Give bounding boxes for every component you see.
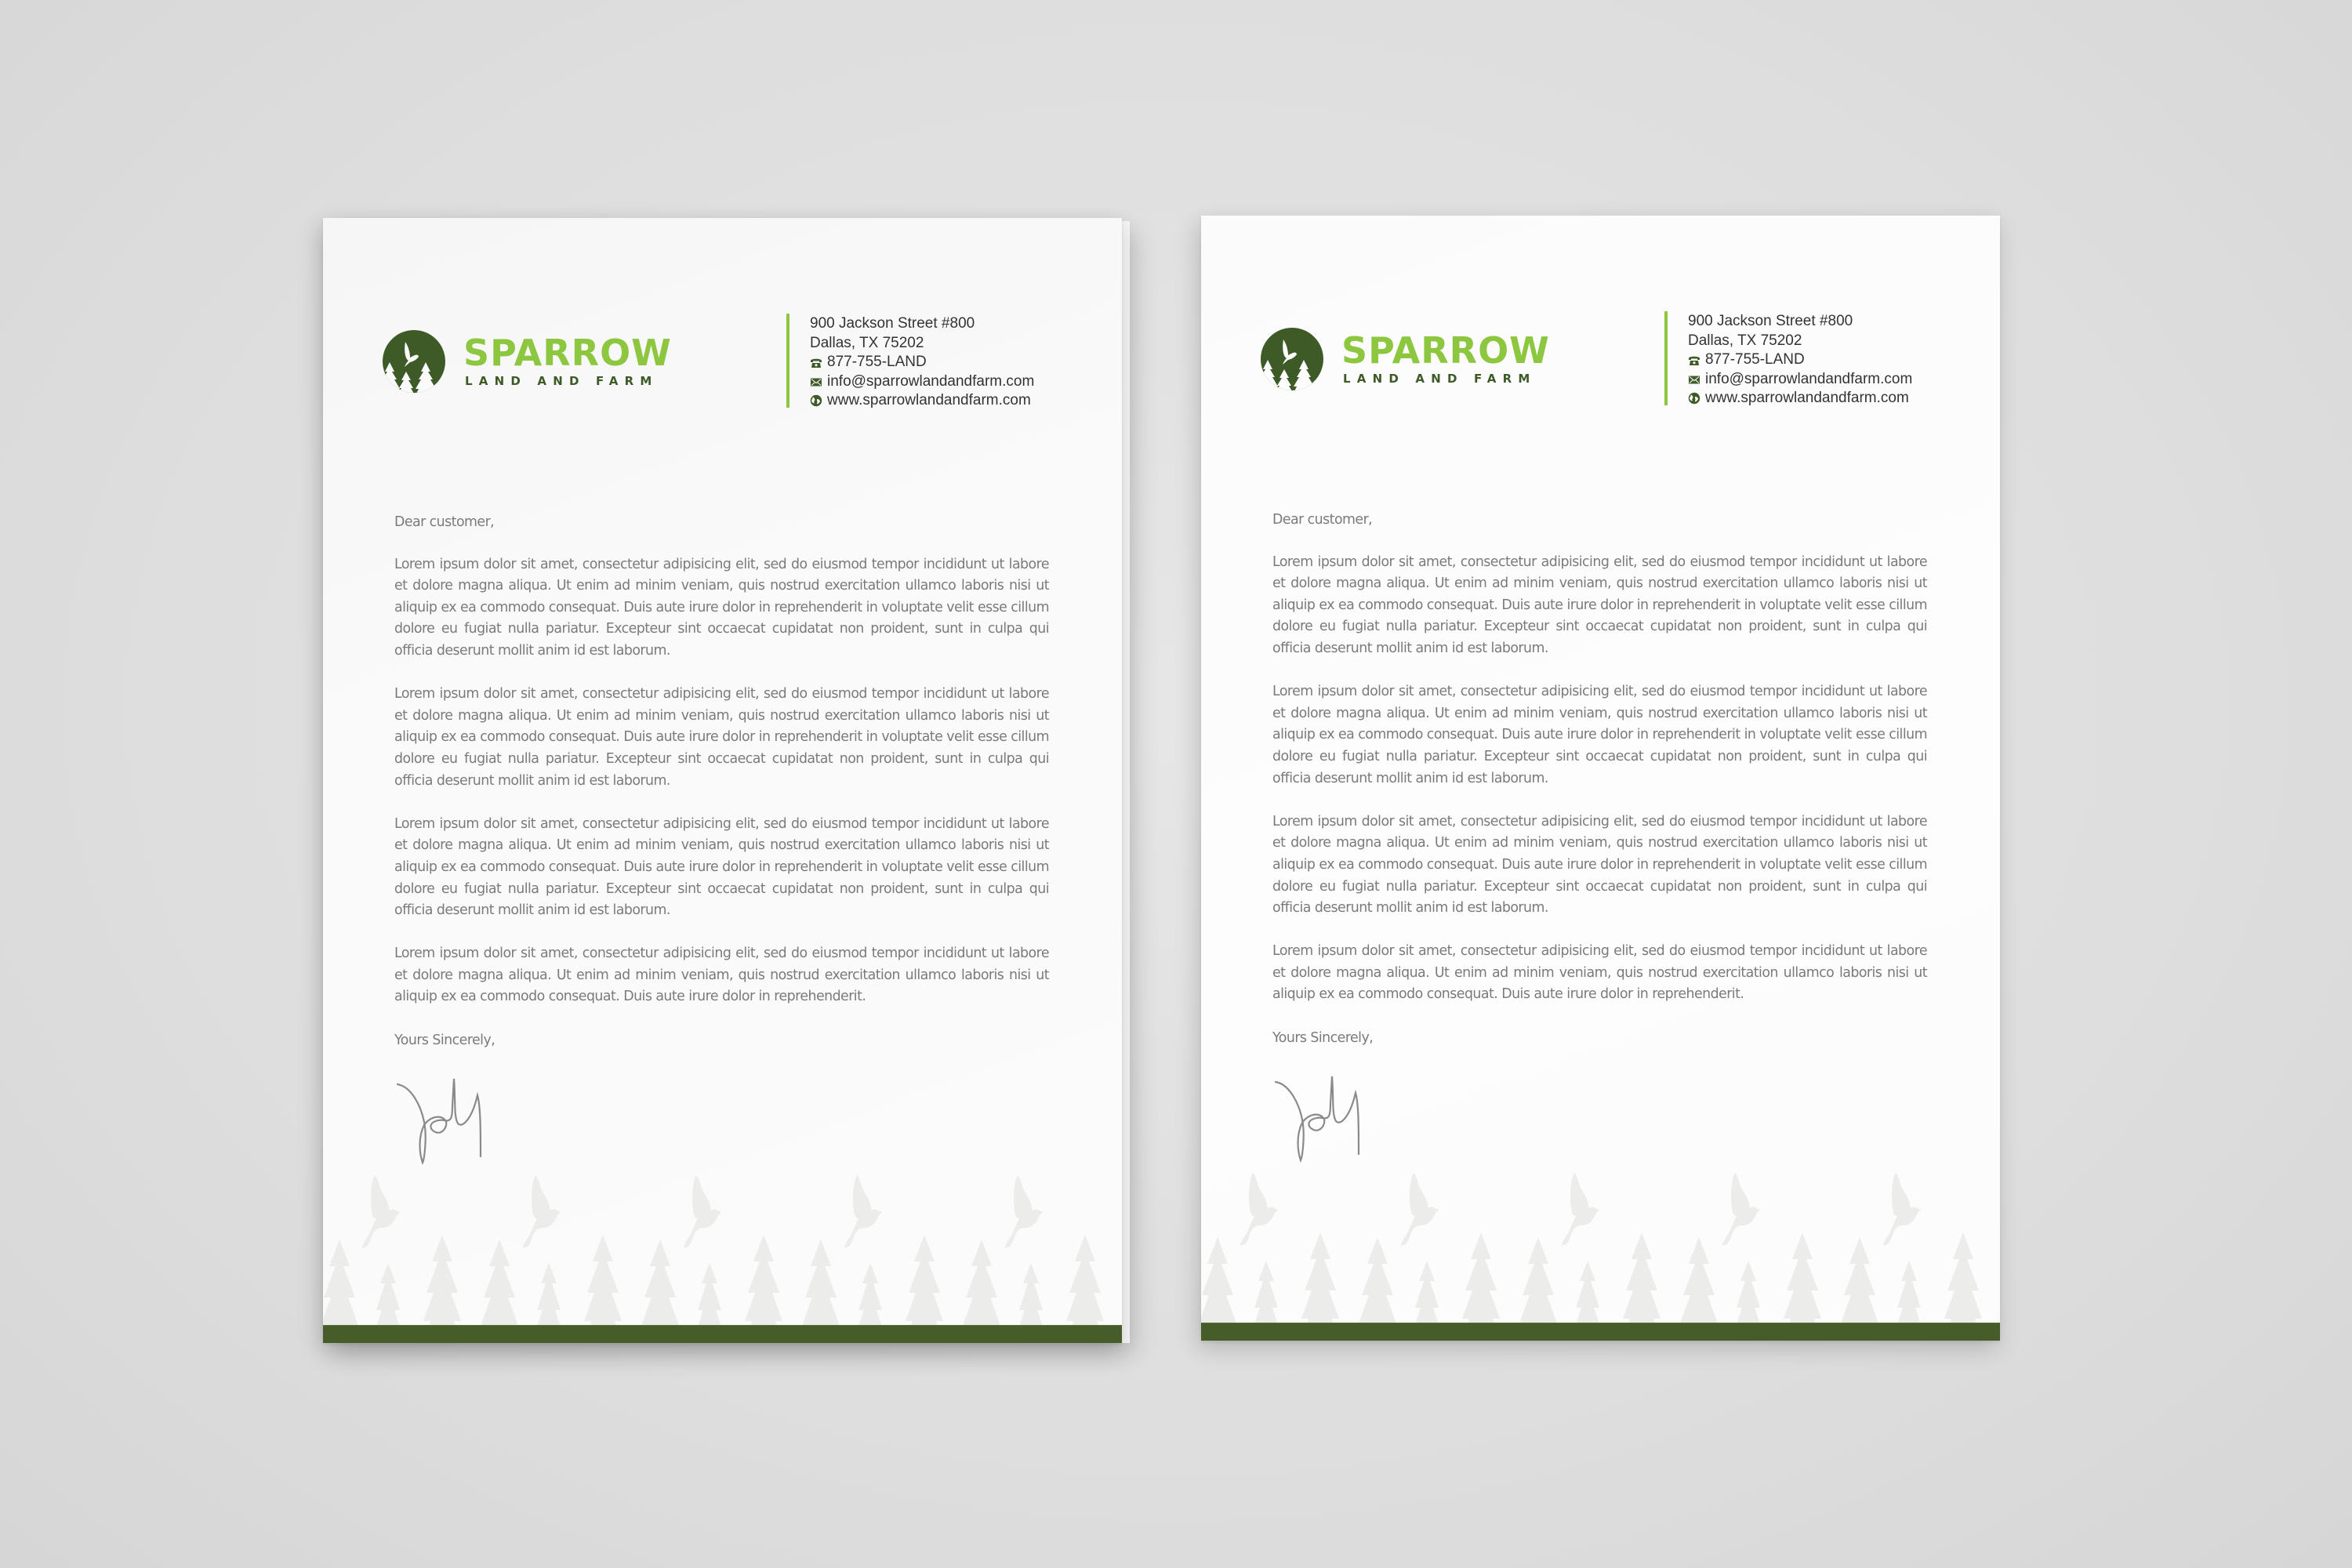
forest-birds-decoration — [323, 1153, 1122, 1326]
letter-paragraph: Lorem ipsum dolor sit amet, consectetur adipisicing elit, sed do eiusmod tempor incididunt ut labore et dolore magna aliqua. Ut enim ad minim veniam, quis nostrud exercitation ullamco laboris nisi ut aliquip ex ea commodo consequat. Duis aute irure dolor in reprehenderit in voluptate velit esse cillum dolore eu fugiat nulla pariatur. Excepteur sint occaecat cupidatat non proident, sunt in culpa qui officia deserunt mollit anim id est laborum. — [1272, 684, 1927, 786]
phone-row — [1688, 350, 1912, 370]
letterhead-left — [323, 218, 1122, 1343]
envelope-icon — [810, 376, 822, 388]
website-row — [1688, 389, 1912, 408]
email-address: info@sparrowlandandfarm.com — [1705, 370, 1913, 387]
address-line-2: Dallas, TX 75202 — [810, 334, 924, 351]
contact-block — [810, 314, 1034, 411]
contact-divider — [1664, 311, 1668, 405]
closing: Yours Sincerely, — [1272, 1029, 1374, 1046]
salutation: Dear customer, — [1272, 512, 1373, 528]
letter-body — [1272, 510, 1927, 1049]
brand-name: SPARROW — [463, 332, 672, 374]
bird-over-pine-trees-icon — [382, 329, 446, 394]
website-url: www.sparrowlandandfarm.com — [1705, 390, 1909, 406]
address-line-1: 900 Jackson Street #800 — [810, 315, 975, 332]
website-url: www.sparrowlandandfarm.com — [827, 392, 1031, 408]
brand-logo — [1260, 327, 1550, 391]
bird-over-pine-trees-icon — [1260, 327, 1324, 391]
email-address: info@sparrowlandandfarm.com — [827, 372, 1035, 390]
globe-icon — [810, 394, 822, 407]
letterhead-right — [1201, 216, 2000, 1341]
phone-number: 877-755-LAND — [827, 354, 927, 370]
brand-name: SPARROW — [1341, 329, 1550, 372]
telephone-icon — [1688, 354, 1700, 366]
telephone-icon — [810, 356, 822, 368]
letter-paragraph: Lorem ipsum dolor sit amet, consectetur adipisicing elit, sed do eiusmod tempor incididunt ut labore et dolore magna aliqua. Ut enim ad minim veniam, quis nostrud exercitation ullamco laboris nisi ut aliquip ex ea commodo consequat. Duis aute irure dolor in reprehenderit in voluptate velit esse cillum dolore eu fugiat nulla pariatur. Excepteur sint occaecat cupidatat non proident, sunt in culpa qui officia deserunt mollit anim id est laborum. — [394, 556, 1049, 659]
letter-paragraph: Lorem ipsum dolor sit amet, consectetur adipisicing elit, sed do eiusmod tempor incididunt ut labore et dolore magna aliqua. Ut enim ad minim veniam, quis nostrud exercitation ullamco laboris nisi ut aliquip ex ea commodo consequat. Duis aute irure dolor in reprehenderit. — [1272, 943, 1927, 1003]
footer-band — [1201, 1323, 2000, 1341]
email-row — [1688, 370, 1912, 390]
address-line-2: Dallas, TX 75202 — [1688, 332, 1802, 349]
brand-logo — [382, 329, 672, 394]
letter-paragraph: Lorem ipsum dolor sit amet, consectetur adipisicing elit, sed do eiusmod tempor incididunt ut labore et dolore magna aliqua. Ut enim ad minim veniam, quis nostrud exercitation ullamco laboris nisi ut aliquip ex ea commodo consequat. Duis aute irure dolor in reprehenderit in voluptate velit esse cillum dolore eu fugiat nulla pariatur. Excepteur sint occaecat cupidatat non proident, sunt in culpa qui officia deserunt mollit anim id est laborum. — [394, 686, 1049, 789]
phone-row — [810, 353, 1034, 372]
envelope-icon — [1688, 373, 1700, 386]
contact-block — [1688, 312, 1912, 408]
address-line-1: 900 Jackson Street #800 — [1688, 313, 1853, 329]
email-row — [810, 372, 1034, 392]
contact-divider — [786, 314, 789, 408]
letter-paragraph: Lorem ipsum dolor sit amet, consectetur adipisicing elit, sed do eiusmod tempor incididunt ut labore et dolore magna aliqua. Ut enim ad minim veniam, quis nostrud exercitation ullamco laboris nisi ut aliquip ex ea commodo consequat. Duis aute irure dolor in reprehenderit in voluptate velit esse cillum dolore eu fugiat nulla pariatur. Excepteur sint occaecat cupidatat non proident, sunt in culpa qui officia deserunt mollit anim id est laborum. — [1272, 554, 1927, 656]
brand-tagline: LAND AND FARM — [465, 374, 659, 388]
salutation: Dear customer, — [394, 514, 495, 530]
letter-paragraph: Lorem ipsum dolor sit amet, consectetur adipisicing elit, sed do eiusmod tempor incididunt ut labore et dolore magna aliqua. Ut enim ad minim veniam, quis nostrud exercitation ullamco laboris nisi ut aliquip ex ea commodo consequat. Duis aute irure dolor in reprehenderit in voluptate velit esse cillum dolore eu fugiat nulla pariatur. Excepteur sint occaecat cupidatat non proident, sunt in culpa qui officia deserunt mollit anim id est laborum. — [1272, 813, 1927, 916]
phone-number: 877-755-LAND — [1705, 351, 1805, 368]
website-row — [810, 391, 1034, 411]
forest-birds-decoration — [1201, 1151, 2000, 1323]
letter-body — [394, 512, 1049, 1051]
globe-icon — [1688, 392, 1700, 405]
letter-paragraph: Lorem ipsum dolor sit amet, consectetur adipisicing elit, sed do eiusmod tempor incididunt ut labore et dolore magna aliqua. Ut enim ad minim veniam, quis nostrud exercitation ullamco laboris nisi ut aliquip ex ea commodo consequat. Duis aute irure dolor in reprehenderit. — [394, 946, 1049, 1005]
letter-paragraph: Lorem ipsum dolor sit amet, consectetur adipisicing elit, sed do eiusmod tempor incididunt ut labore et dolore magna aliqua. Ut enim ad minim veniam, quis nostrud exercitation ullamco laboris nisi ut aliquip ex ea commodo consequat. Duis aute irure dolor in reprehenderit in voluptate velit esse cillum dolore eu fugiat nulla pariatur. Excepteur sint occaecat cupidatat non proident, sunt in culpa qui officia deserunt mollit anim id est laborum. — [394, 815, 1049, 919]
closing: Yours Sincerely, — [394, 1032, 495, 1048]
brand-tagline: LAND AND FARM — [1343, 372, 1537, 386]
footer-band — [323, 1325, 1122, 1343]
